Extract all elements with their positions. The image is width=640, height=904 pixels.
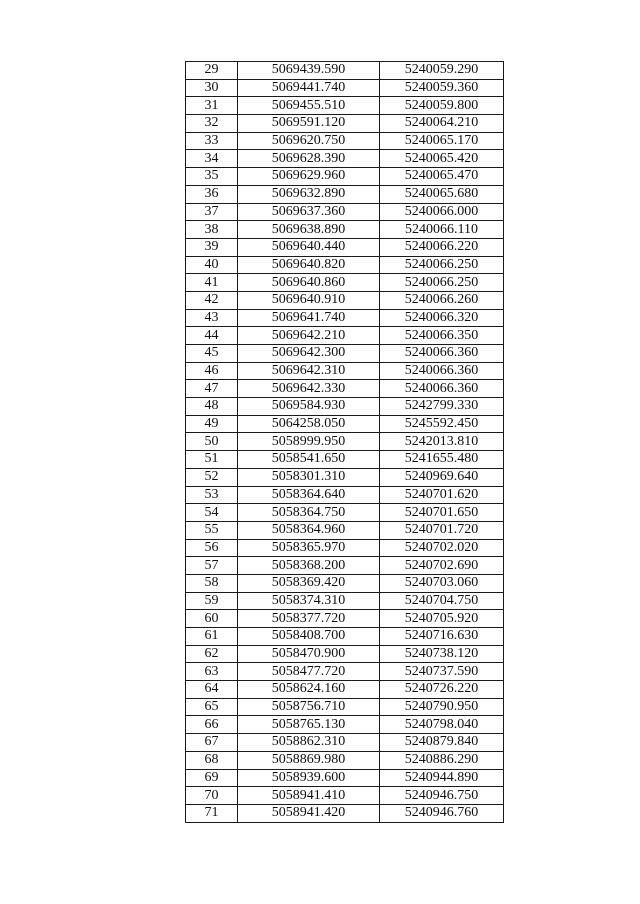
- table-row: [186, 645, 504, 663]
- table-row: [186, 433, 504, 451]
- table-row: [186, 663, 504, 681]
- point-number-cell: 31: [186, 97, 238, 115]
- y-coordinate-cell: 5240701.650: [380, 504, 504, 522]
- table-row: [186, 468, 504, 486]
- x-coordinate-cell: 5069637.360: [238, 203, 380, 221]
- table-row: [186, 380, 504, 398]
- point-number-cell: 47: [186, 380, 238, 398]
- y-coordinate-cell: 5240066.000: [380, 203, 504, 221]
- y-coordinate-cell: 5240064.210: [380, 115, 504, 133]
- x-coordinate-cell: 5058756.710: [238, 698, 380, 716]
- table-row: [186, 398, 504, 416]
- table-row: [186, 97, 504, 115]
- point-number-cell: 44: [186, 327, 238, 345]
- x-coordinate-cell: 5058470.900: [238, 645, 380, 663]
- point-number-cell: 55: [186, 521, 238, 539]
- y-coordinate-cell: 5240066.260: [380, 291, 504, 309]
- table-row: [186, 62, 504, 80]
- x-coordinate-cell: 5058364.750: [238, 504, 380, 522]
- point-number-cell: 58: [186, 574, 238, 592]
- table-row: [186, 769, 504, 787]
- y-coordinate-cell: 5240790.950: [380, 698, 504, 716]
- x-coordinate-cell: 5058624.160: [238, 681, 380, 699]
- point-number-cell: 68: [186, 751, 238, 769]
- x-coordinate-cell: 5069642.330: [238, 380, 380, 398]
- x-coordinate-cell: 5069642.310: [238, 362, 380, 380]
- y-coordinate-cell: 5240737.590: [380, 663, 504, 681]
- point-number-cell: 65: [186, 698, 238, 716]
- coordinates-table-body: [186, 62, 504, 823]
- point-number-cell: 39: [186, 238, 238, 256]
- x-coordinate-cell: 5058368.200: [238, 557, 380, 575]
- point-number-cell: 53: [186, 486, 238, 504]
- point-number-cell: 29: [186, 62, 238, 80]
- table-row: [186, 610, 504, 628]
- point-number-cell: 62: [186, 645, 238, 663]
- y-coordinate-cell: 5240946.760: [380, 804, 504, 822]
- y-coordinate-cell: 5240066.360: [380, 362, 504, 380]
- x-coordinate-cell: 5058941.420: [238, 804, 380, 822]
- x-coordinate-cell: 5058365.970: [238, 539, 380, 557]
- x-coordinate-cell: 5058364.640: [238, 486, 380, 504]
- table-row: [186, 751, 504, 769]
- table-row: [186, 150, 504, 168]
- table-row: [186, 274, 504, 292]
- x-coordinate-cell: 5069640.440: [238, 238, 380, 256]
- table-row: [186, 291, 504, 309]
- point-number-cell: 70: [186, 787, 238, 805]
- x-coordinate-cell: 5058477.720: [238, 663, 380, 681]
- table-row: [186, 681, 504, 699]
- table-row: [186, 521, 504, 539]
- point-number-cell: 45: [186, 345, 238, 363]
- x-coordinate-cell: 5058408.700: [238, 628, 380, 646]
- point-number-cell: 64: [186, 681, 238, 699]
- point-number-cell: 51: [186, 451, 238, 469]
- x-coordinate-cell: 5069641.740: [238, 309, 380, 327]
- table-row: [186, 486, 504, 504]
- y-coordinate-cell: 5240946.750: [380, 787, 504, 805]
- point-number-cell: 49: [186, 415, 238, 433]
- x-coordinate-cell: 5069632.890: [238, 185, 380, 203]
- table-row: [186, 203, 504, 221]
- table-row: [186, 716, 504, 734]
- x-coordinate-cell: 5058869.980: [238, 751, 380, 769]
- y-coordinate-cell: 5242799.330: [380, 398, 504, 416]
- x-coordinate-cell: 5069628.390: [238, 150, 380, 168]
- point-number-cell: 60: [186, 610, 238, 628]
- x-coordinate-cell: 5069455.510: [238, 97, 380, 115]
- table-row: [186, 115, 504, 133]
- point-number-cell: 43: [186, 309, 238, 327]
- x-coordinate-cell: 5069439.590: [238, 62, 380, 80]
- point-number-cell: 67: [186, 734, 238, 752]
- table-row: [186, 787, 504, 805]
- x-coordinate-cell: 5058765.130: [238, 716, 380, 734]
- y-coordinate-cell: 5240059.290: [380, 62, 504, 80]
- x-coordinate-cell: 5069642.210: [238, 327, 380, 345]
- y-coordinate-cell: 5240704.750: [380, 592, 504, 610]
- point-number-cell: 69: [186, 769, 238, 787]
- point-number-cell: 34: [186, 150, 238, 168]
- table-row: [186, 574, 504, 592]
- point-number-cell: 52: [186, 468, 238, 486]
- point-number-cell: 32: [186, 115, 238, 133]
- point-number-cell: 71: [186, 804, 238, 822]
- y-coordinate-cell: 5240066.350: [380, 327, 504, 345]
- x-coordinate-cell: 5058364.960: [238, 521, 380, 539]
- point-number-cell: 48: [186, 398, 238, 416]
- table-row: [186, 79, 504, 97]
- x-coordinate-cell: 5069642.300: [238, 345, 380, 363]
- table-row: [186, 592, 504, 610]
- table-row: [186, 362, 504, 380]
- table-row: [186, 309, 504, 327]
- y-coordinate-cell: 5245592.450: [380, 415, 504, 433]
- y-coordinate-cell: 5240716.630: [380, 628, 504, 646]
- x-coordinate-cell: 5069620.750: [238, 132, 380, 150]
- x-coordinate-cell: 5069584.930: [238, 398, 380, 416]
- point-number-cell: 36: [186, 185, 238, 203]
- y-coordinate-cell: 5240066.110: [380, 221, 504, 239]
- point-number-cell: 37: [186, 203, 238, 221]
- y-coordinate-cell: 5241655.480: [380, 451, 504, 469]
- x-coordinate-cell: 5058862.310: [238, 734, 380, 752]
- x-coordinate-cell: 5069640.860: [238, 274, 380, 292]
- point-number-cell: 54: [186, 504, 238, 522]
- x-coordinate-cell: 5058301.310: [238, 468, 380, 486]
- y-coordinate-cell: 5240059.800: [380, 97, 504, 115]
- y-coordinate-cell: 5240702.020: [380, 539, 504, 557]
- y-coordinate-cell: 5240066.250: [380, 256, 504, 274]
- x-coordinate-cell: 5058941.410: [238, 787, 380, 805]
- x-coordinate-cell: 5069591.120: [238, 115, 380, 133]
- x-coordinate-cell: 5058939.600: [238, 769, 380, 787]
- y-coordinate-cell: 5240065.420: [380, 150, 504, 168]
- table-row: [186, 415, 504, 433]
- x-coordinate-cell: 5069640.910: [238, 291, 380, 309]
- table-row: [186, 804, 504, 822]
- y-coordinate-cell: 5240066.250: [380, 274, 504, 292]
- coordinates-table: [185, 61, 504, 823]
- point-number-cell: 42: [186, 291, 238, 309]
- table-row: [186, 345, 504, 363]
- point-number-cell: 40: [186, 256, 238, 274]
- y-coordinate-cell: 5240066.360: [380, 380, 504, 398]
- x-coordinate-cell: 5064258.050: [238, 415, 380, 433]
- y-coordinate-cell: 5240701.720: [380, 521, 504, 539]
- point-number-cell: 30: [186, 79, 238, 97]
- x-coordinate-cell: 5058374.310: [238, 592, 380, 610]
- y-coordinate-cell: 5240703.060: [380, 574, 504, 592]
- point-number-cell: 33: [186, 132, 238, 150]
- point-number-cell: 41: [186, 274, 238, 292]
- x-coordinate-cell: 5069441.740: [238, 79, 380, 97]
- y-coordinate-cell: 5240066.360: [380, 345, 504, 363]
- y-coordinate-cell: 5240738.120: [380, 645, 504, 663]
- table-row: [186, 168, 504, 186]
- y-coordinate-cell: 5240065.170: [380, 132, 504, 150]
- y-coordinate-cell: 5240702.690: [380, 557, 504, 575]
- x-coordinate-cell: 5058999.950: [238, 433, 380, 451]
- y-coordinate-cell: 5242013.810: [380, 433, 504, 451]
- y-coordinate-cell: 5240969.640: [380, 468, 504, 486]
- point-number-cell: 59: [186, 592, 238, 610]
- y-coordinate-cell: 5240065.680: [380, 185, 504, 203]
- table-row: [186, 557, 504, 575]
- y-coordinate-cell: 5240886.290: [380, 751, 504, 769]
- point-number-cell: 57: [186, 557, 238, 575]
- table-row: [186, 734, 504, 752]
- table-row: [186, 451, 504, 469]
- point-number-cell: 56: [186, 539, 238, 557]
- table-row: [186, 238, 504, 256]
- table-row: [186, 132, 504, 150]
- y-coordinate-cell: 5240705.920: [380, 610, 504, 628]
- table-row: [186, 539, 504, 557]
- x-coordinate-cell: 5058369.420: [238, 574, 380, 592]
- y-coordinate-cell: 5240066.220: [380, 238, 504, 256]
- point-number-cell: 63: [186, 663, 238, 681]
- table-row: [186, 256, 504, 274]
- table-row: [186, 327, 504, 345]
- y-coordinate-cell: 5240726.220: [380, 681, 504, 699]
- point-number-cell: 66: [186, 716, 238, 734]
- table-row: [186, 698, 504, 716]
- y-coordinate-cell: 5240944.890: [380, 769, 504, 787]
- point-number-cell: 35: [186, 168, 238, 186]
- table-row: [186, 628, 504, 646]
- y-coordinate-cell: 5240066.320: [380, 309, 504, 327]
- point-number-cell: 50: [186, 433, 238, 451]
- y-coordinate-cell: 5240065.470: [380, 168, 504, 186]
- x-coordinate-cell: 5058377.720: [238, 610, 380, 628]
- y-coordinate-cell: 5240798.040: [380, 716, 504, 734]
- table-row: [186, 504, 504, 522]
- x-coordinate-cell: 5069640.820: [238, 256, 380, 274]
- x-coordinate-cell: 5069629.960: [238, 168, 380, 186]
- point-number-cell: 38: [186, 221, 238, 239]
- table-row: [186, 221, 504, 239]
- point-number-cell: 61: [186, 628, 238, 646]
- x-coordinate-cell: 5058541.650: [238, 451, 380, 469]
- point-number-cell: 46: [186, 362, 238, 380]
- y-coordinate-cell: 5240701.620: [380, 486, 504, 504]
- y-coordinate-cell: 5240879.840: [380, 734, 504, 752]
- x-coordinate-cell: 5069638.890: [238, 221, 380, 239]
- table-row: [186, 185, 504, 203]
- y-coordinate-cell: 5240059.360: [380, 79, 504, 97]
